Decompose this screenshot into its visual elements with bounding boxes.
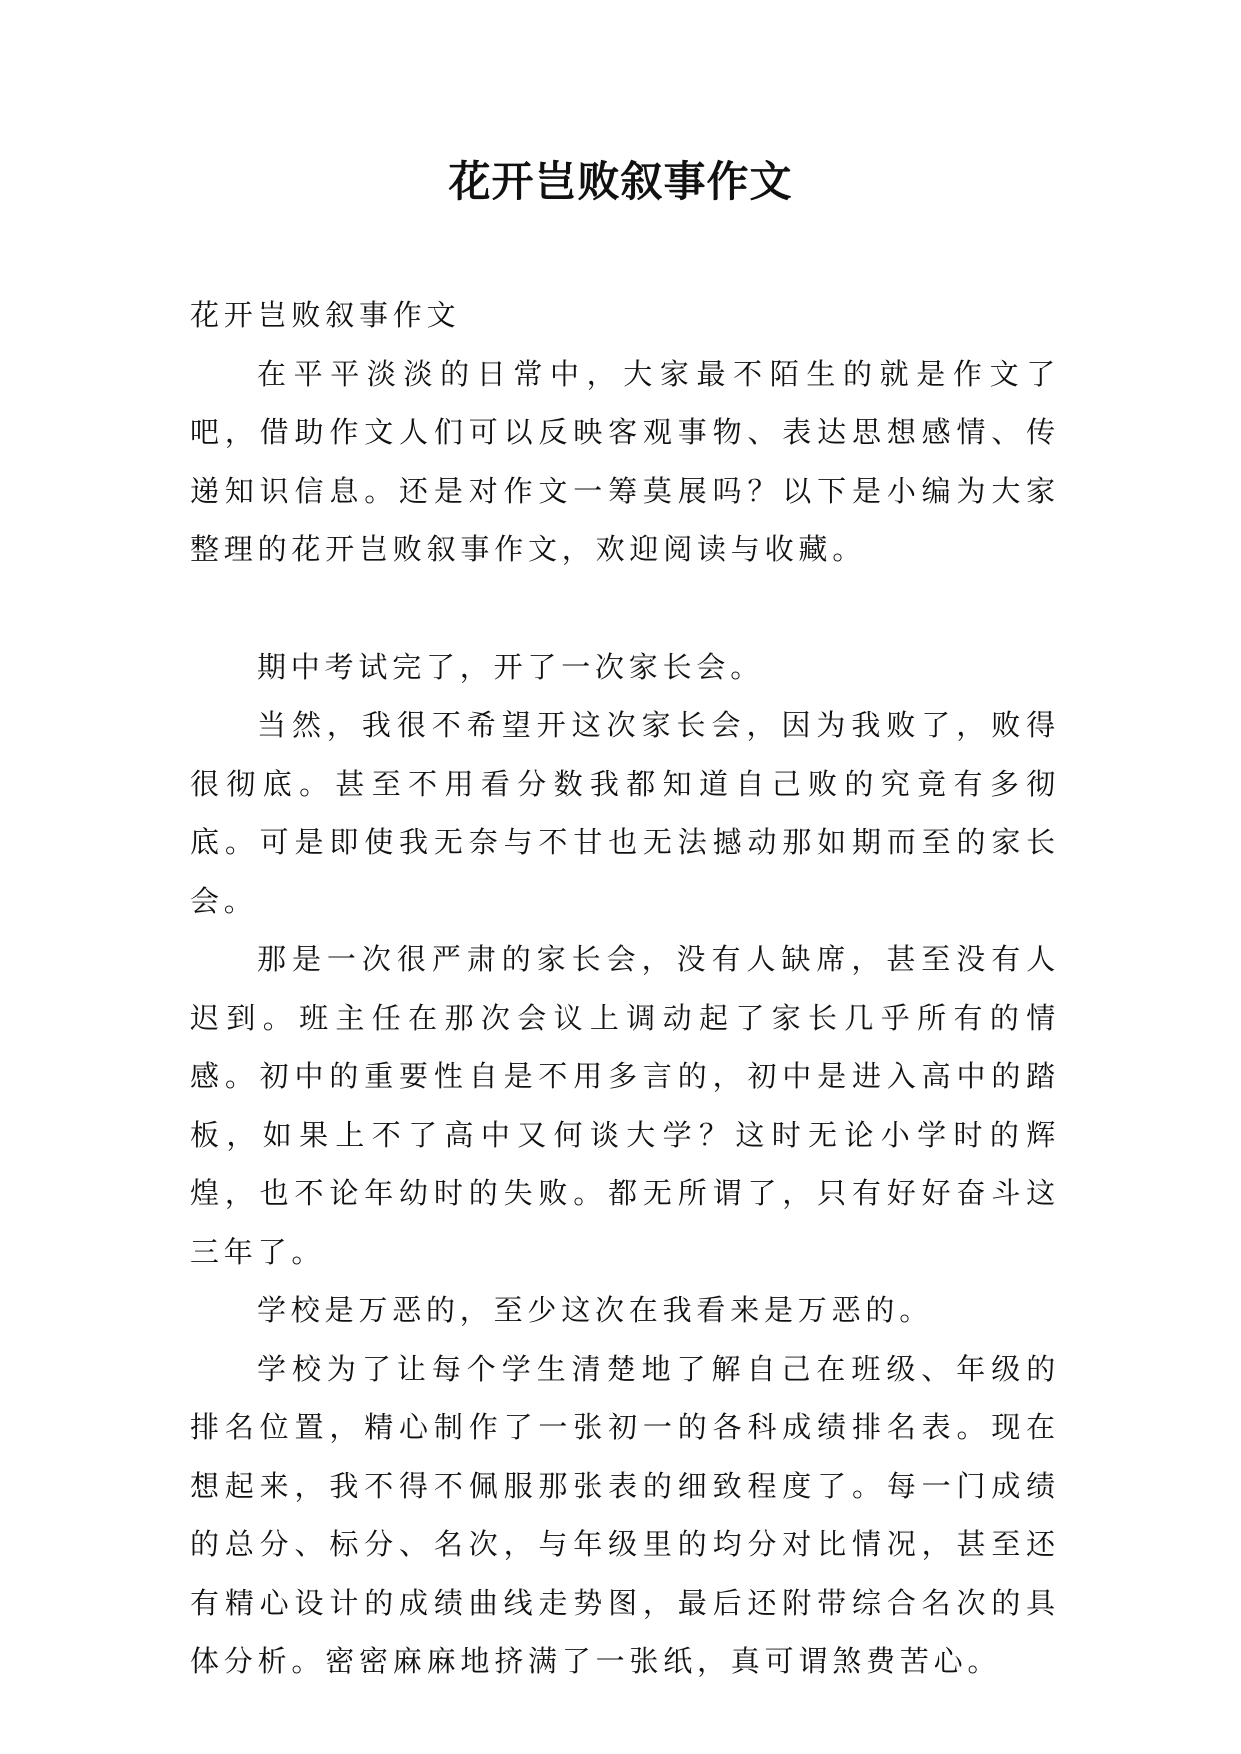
paragraph-spacer [190, 579, 1060, 638]
document-body [190, 286, 1060, 1691]
body-paragraph: 学校为了让每个学生清楚地了解自己在班级、年级的排名位置，精心制作了一张初一的各科成绩排名表。现在想起来，我不得不佩服那张表的细致程度了。每一门成绩的总分、标分、名次，与年级里的均分对比情况，甚至还有精心设计的成绩曲线走势图，最后还附带综合名次的具体分析。密密麻麻地挤满了一张纸，真可谓煞费苦心。 [190, 1351, 1060, 1678]
body-paragraph: 当然，我很不希望开这次家长会，因为我败了，败得很彻底。甚至不用看分数我都知道自己败的究竟有多彻底。可是即使我无奈与不甘也无法撼动那如期而至的家长会。 [190, 708, 1060, 918]
document-subtitle: 花开岂败叙事作文 [190, 298, 461, 332]
body-paragraph: 学校是万恶的，至少这次在我看来是万恶的。 [257, 1293, 934, 1327]
intro-paragraph: 在平平淡淡的日常中，大家最不陌生的就是作文了吧，借助作文人们可以反映客观事物、表达思想感情、传递知识信息。还是对作文一筹莫展吗？以下是小编为大家整理的花开岂败叙事作文，欢迎阅读与收藏。 [190, 356, 1060, 566]
body-paragraph: 那是一次很严肃的家长会，没有人缺席，甚至没有人迟到。班主任在那次会议上调动起了家长几乎所有的情感。初中的重要性自是不用多言的，初中是进入高中的踏板，如果上不了高中又何谈大学？这时无论小学时的辉煌，也不论年幼时的失败。都无所谓了，只有好好奋斗这三年了。 [190, 942, 1060, 1269]
document-title: 花开岂败叙事作文 [448, 157, 793, 206]
body-paragraph: 期中考试完了，开了一次家长会。 [257, 649, 765, 684]
